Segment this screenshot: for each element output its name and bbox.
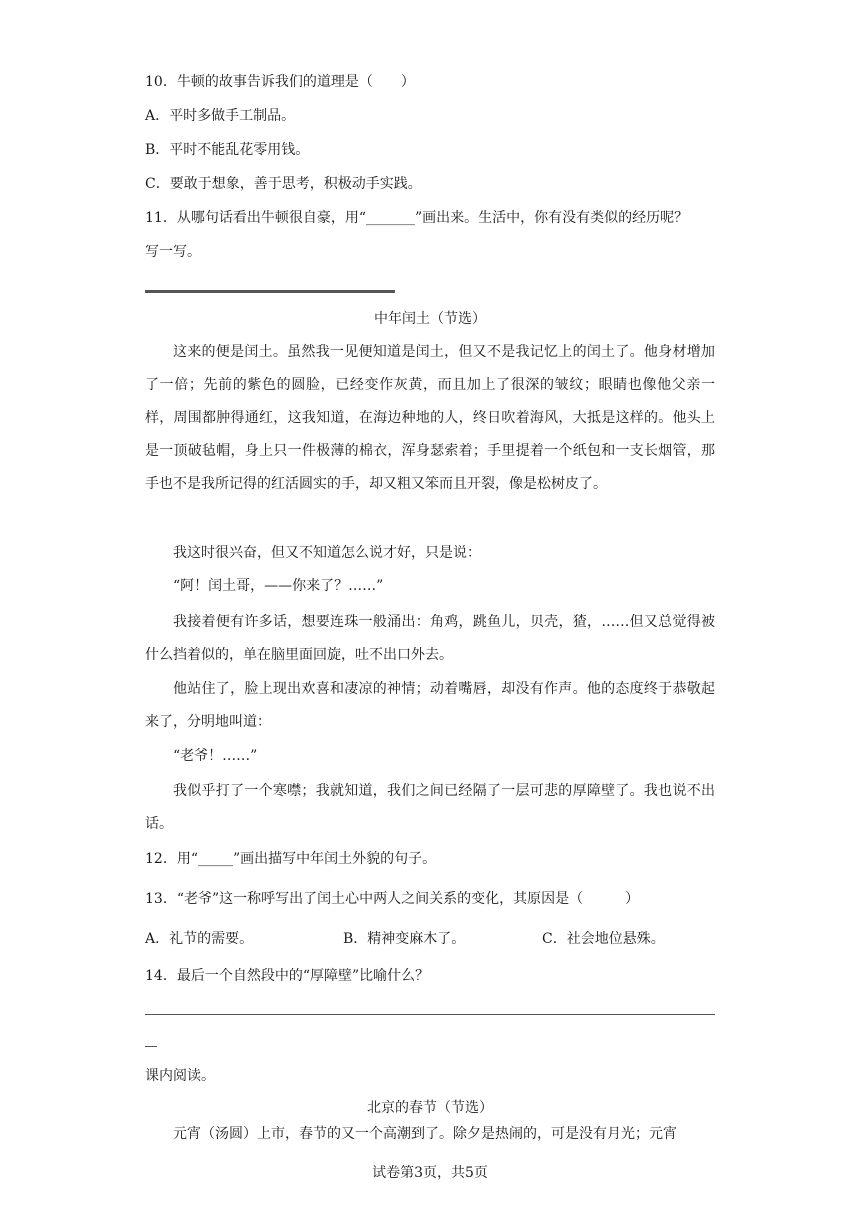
q10-option-b: B．平时不能乱花零用钱。: [145, 142, 310, 158]
q13-option-a: A．礼节的需要。: [145, 931, 254, 947]
passage1-title: 中年闰土（节选）: [374, 311, 486, 327]
section2-intro: 课内阅读。: [145, 1068, 215, 1084]
passage1-paragraph-4: 我接着便有许多话，想要连珠一般涌出：角鸡，跳鱼儿，贝壳，猹，……但又总觉得被什么挡着似的，单在脑里面回旋，吐不出口外去。: [145, 614, 715, 663]
q11-stem-line1: 11．从哪句话看出牛顿很自豪，用“_______”画出来。生活中，你有没有类似的经历呢？: [145, 210, 689, 226]
passage1-paragraph-2: 我这时很兴奋，但又不知道怎么说才好，只是说：: [173, 545, 481, 561]
q13-option-c: C．社会地位悬殊。: [542, 931, 665, 947]
passage1-paragraph-1: 这来的便是闰土。虽然我一见便知道是闰土，但又不是我记忆上的闰土了。他身材增加了一倍；先前的紫色的圆脸，已经变作灰黄，而且加上了很深的皱纹；眼睛也像他父亲一样，周围都肿得通红，这我知道，在海边种地的人，终日吹着海风，大抵是这样的。他头上是一顶破毡帽，身上只一件极薄的棉衣，浑身瑟索着；手里提着一个纸包和一支长烟管，那手也不是我所记得的红活圆实的手，却又粗又笨而且开裂，像是松树皮了。: [145, 344, 715, 492]
page-footer: 试卷第3页，共5页: [372, 1165, 488, 1181]
passage1-paragraph-7: 我似乎打了一个寒噤；我就知道，我们之间已经隔了一层可悲的厚障壁了。我也说不出话。: [145, 783, 715, 832]
passage1-paragraph-6: “老爷！……”: [173, 748, 258, 764]
passage2-title: 北京的春节（节选）: [367, 1100, 493, 1116]
q14-answer-line[interactable]: [145, 1014, 715, 1015]
q14-stem: 14．最后一个自然段中的“厚障壁”比喻什么？: [145, 968, 430, 984]
section-divider: [145, 290, 395, 293]
q10-option-c: C．要敢于想象，善于思考，积极动手实践。: [145, 176, 422, 192]
q14-answer-line-end: [145, 1046, 157, 1047]
passage2-paragraph-1: 元宵（汤圆）上市，春节的又一个高潮到了。除夕是热闹的，可是没有月光；元宵: [173, 1126, 677, 1142]
passage1-paragraph-5: 他站住了，脸上现出欢喜和凄凉的神情；动着嘴唇，却没有作声。他的态度终于恭敬起来了，分明地叫道：: [145, 681, 715, 730]
q10-stem: 10．牛顿的故事告诉我们的道理是（ ）: [145, 74, 415, 90]
q13-stem: 13．“老爷”这一称呼写出了闰土心中两人之间关系的变化，其原因是（ ）: [145, 891, 640, 907]
passage1-paragraph-3: “阿！闰土哥，——你来了？……”: [173, 578, 384, 594]
q11-stem-line2: 写一写。: [145, 244, 201, 260]
q10-option-a: A．平时多做手工制品。: [145, 108, 296, 124]
q12-stem: 12．用“_____”画出描写中年闰土外貌的句子。: [145, 851, 437, 867]
q13-option-b: B．精神变麻木了。: [343, 931, 466, 947]
